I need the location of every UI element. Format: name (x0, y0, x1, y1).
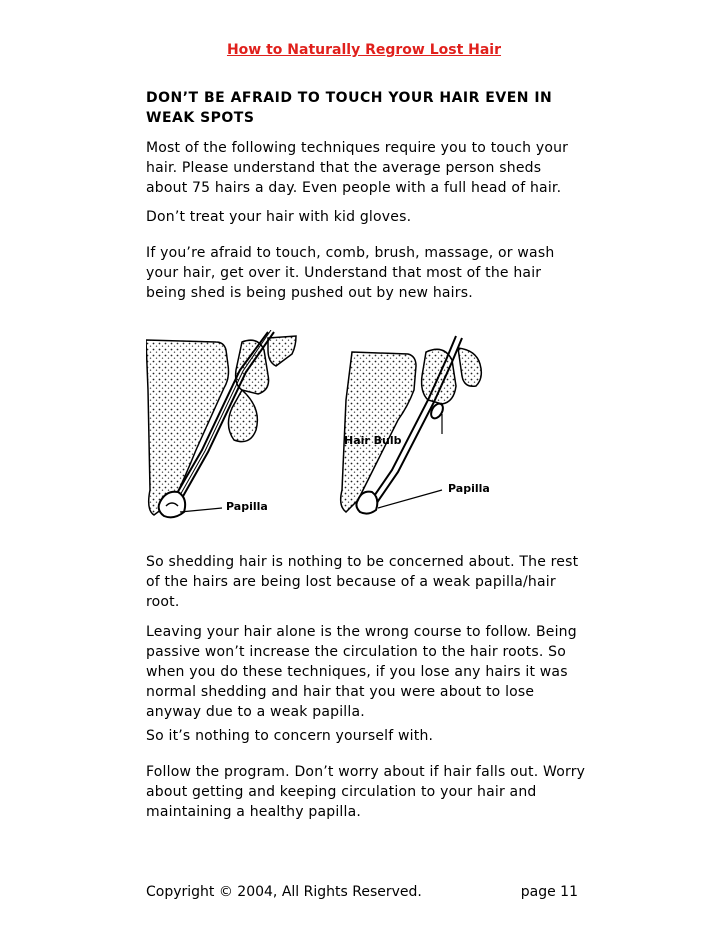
section-heading: DON’T BE AFRAID TO TOUCH YOUR HAIR EVEN IN WEAK SPOTS (146, 90, 553, 126)
paragraph-6: So it’s nothing to concern yourself with. (146, 728, 434, 744)
paragraph-5: Leaving your hair alone is the wrong course to follow. Being passive won’t increase the circulation to the hair roots. So when you do these techniques, if you lose any hairs it was normal shedding and hair that you were about to lose anyway due to a weak papilla. (146, 624, 577, 720)
left-follicle-illustration (146, 330, 296, 517)
paragraph-2: Don’t treat your hair with kid gloves. (146, 209, 412, 225)
paragraph-7: Follow the program. Don’t worry about if hair falls out. Worry about getting and keeping circulation to your hair and maintaining a healthy papilla. (146, 764, 586, 820)
paragraph-3: If you’re afraid to touch, comb, brush, massage, or wash your hair, get over it. Understand that most of the hair being shed is being pushed out by new hairs. (146, 245, 555, 301)
right-papilla-label: Papilla (448, 482, 490, 495)
paragraph-1: Most of the following techniques require you to touch your hair. Please understand that the average person sheds about 75 hairs a day. Even people with a full head of hair. (146, 140, 569, 196)
left-papilla-label: Papilla (226, 500, 268, 513)
page-number: page 11 (520, 884, 578, 900)
hair-bulb-label: Hair Bulb (344, 434, 402, 447)
copyright-text: Copyright © 2004, All Rights Reserved. (146, 884, 422, 900)
page-footer (146, 884, 578, 900)
document-header-title: How to Naturally Regrow Lost Hair (226, 42, 502, 58)
hair-follicle-diagram (146, 330, 586, 530)
paragraph-4: So shedding hair is nothing to be concerned about. The rest of the hairs are being lost because of a weak papilla/hair root. (146, 554, 579, 610)
